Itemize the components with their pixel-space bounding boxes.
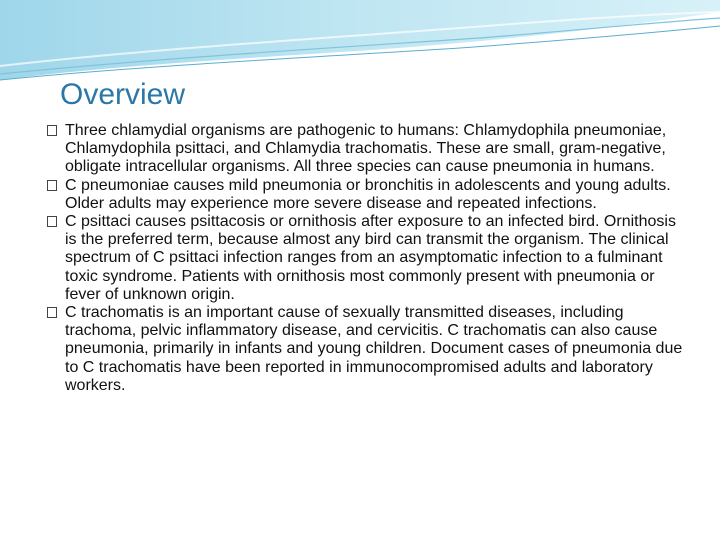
bullet-text: C psittaci causes psittacosis or ornithosis after exposure to an infected bird. Ornithosis is the preferred term, because almost any bird can transmit the organism. The clinical spectrum of C psittaci infection ranges from an asymptomatic infection to a fulminant toxic syndrome. Patients with ornithosis most commonly present with pneumonia or fever of unknown origin. [65, 213, 676, 303]
bullet-item [47, 177, 687, 213]
slide-title: Overview [60, 78, 186, 111]
bullet-text: C pneumoniae causes mild pneumonia or bronchitis in adolescents and young adults. Older adults may experience more severe disease and repeated infections. [65, 176, 671, 212]
bullet-box-icon [47, 307, 57, 318]
bullet-list [47, 122, 687, 395]
bullet-box-icon [47, 125, 57, 136]
bullet-item [47, 304, 687, 395]
bullet-item [47, 122, 687, 177]
bullet-item [47, 213, 687, 304]
bullet-box-icon [47, 180, 57, 191]
bullet-box-icon [47, 216, 57, 227]
header-wave-decoration [0, 0, 720, 84]
bullet-text: C trachomatis is an important cause of sexually transmitted diseases, including trachoma, pelvic inflammatory disease, and cervicitis. C trachomatis can also cause pneumonia, primarily in infants and young children. Document cases of pneumonia due to C trachomatis have been reported in immunocompromised adults and laboratory workers. [65, 304, 683, 394]
bullet-text: Three chlamydial organisms are pathogenic to humans: Chlamydophila pneumoniae, Chlamydophila psittaci, and Chlamydia trachomatis. These are small, gram-negative, obligate intracellular organisms. All three species can cause pneumonia in humans. [65, 122, 667, 176]
